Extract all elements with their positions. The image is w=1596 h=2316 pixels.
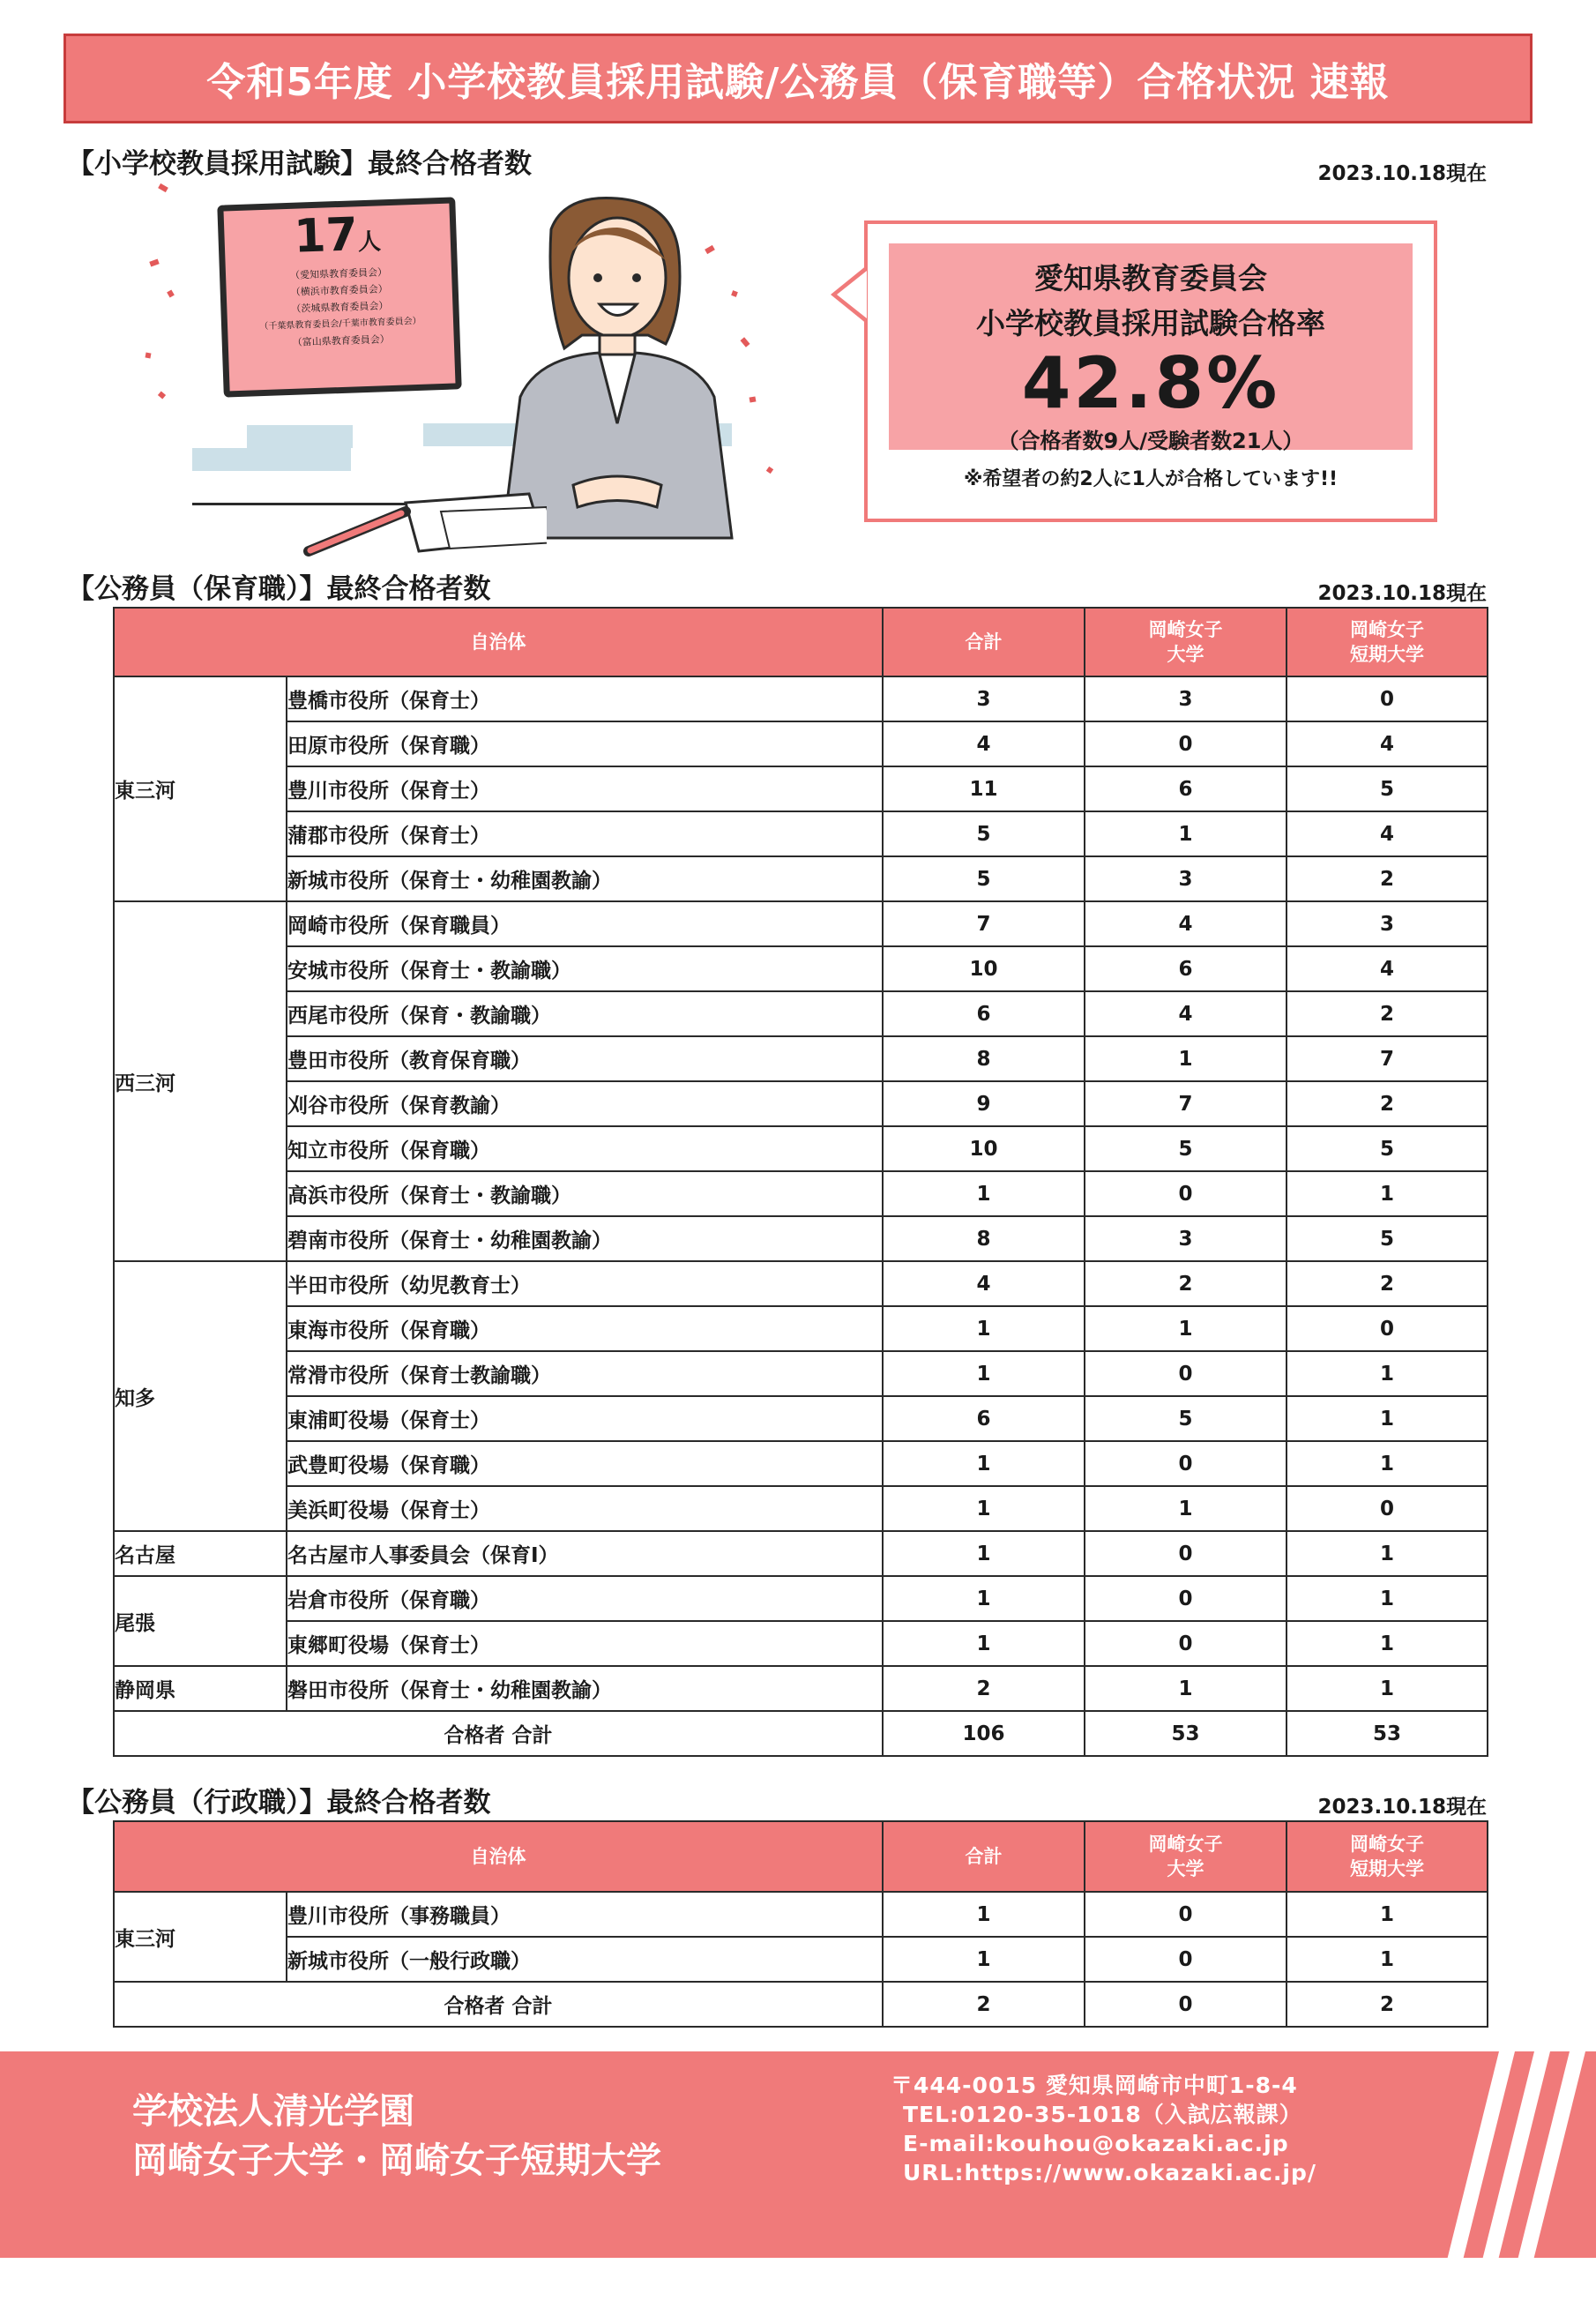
total-university: 53: [1085, 1711, 1286, 1756]
municipality-cell: 豊田市役所（教育保育職）: [287, 1036, 883, 1081]
municipality-cell: 岩倉市役所（保育職）: [287, 1576, 883, 1621]
junior-college-cell: 1: [1286, 1576, 1488, 1621]
admin-as-of-date: 2023.10.18現在: [1317, 1796, 1487, 1819]
total-cell: 5: [883, 811, 1085, 856]
region-cell: 西三河: [114, 901, 287, 1261]
junior-college-cell: 5: [1286, 1216, 1488, 1261]
passer-count: [293, 208, 382, 264]
region-cell: 尾張: [114, 1576, 287, 1666]
university-cell: 1: [1085, 811, 1286, 856]
table-row: [114, 1216, 1488, 1261]
total-cell: 3: [883, 676, 1085, 721]
table-total-row: [114, 1711, 1488, 1756]
municipality-cell: 常滑市役所（保育士教諭職）: [287, 1351, 883, 1396]
university-cell: 1: [1085, 1306, 1286, 1351]
junior-college-cell: 0: [1286, 1306, 1488, 1351]
table-row: [114, 1937, 1488, 1982]
municipality-cell: 半田市役所（幼児教育士）: [287, 1261, 883, 1306]
table-total-row: [114, 1982, 1488, 2027]
region-cell: 東三河: [114, 676, 287, 901]
header-junior-college-line2: 短期大学: [1350, 644, 1424, 665]
total-cell: 1: [883, 1892, 1085, 1937]
university-cell: 5: [1085, 1396, 1286, 1441]
municipality-cell: 磐田市役所（保育士・幼稚園教諭）: [287, 1666, 883, 1711]
table-row: [114, 946, 1488, 991]
municipality-cell: 新城市役所（保育士・幼稚園教諭）: [287, 856, 883, 901]
junior-college-cell: 4: [1286, 946, 1488, 991]
table-row: [114, 991, 1488, 1036]
school-corporation-name: 学校法人清光学園: [132, 2091, 414, 2132]
region-cell: 名古屋: [114, 1531, 287, 1576]
junior-college-cell: 1: [1286, 1396, 1488, 1441]
pass-rate-note: ※希望者の約2人に1人が合格しています!!: [963, 468, 1339, 490]
table-row: [114, 1666, 1488, 1711]
total-cell: 1: [883, 1621, 1085, 1666]
table-row: [114, 856, 1488, 901]
callout-pointer-inner: [837, 271, 867, 318]
university-cell: 0: [1085, 1621, 1286, 1666]
municipality-cell: 西尾市役所（保育・教諭職）: [287, 991, 883, 1036]
table-row: [114, 1576, 1488, 1621]
header-university-line2: 大学: [1167, 1858, 1204, 1879]
table-row: [114, 1531, 1488, 1576]
municipality-cell: 豊川市役所（保育士）: [287, 766, 883, 811]
municipality-cell: 高浜市役所（保育士・教諭職）: [287, 1171, 883, 1216]
board-list-item: （愛知県教育委員会）: [289, 266, 388, 281]
university-cell: 0: [1085, 1441, 1286, 1486]
junior-college-cell: 4: [1286, 721, 1488, 766]
junior-college-cell: 1: [1286, 1937, 1488, 1982]
municipality-cell: 美浜町役場（保育士）: [287, 1486, 883, 1531]
table-row: [114, 1621, 1488, 1666]
pass-rate-callout: [864, 220, 1437, 522]
total-cell: 1: [883, 1351, 1085, 1396]
teacher-section-heading: 【小学校教員採用試験】最終合格者数: [67, 148, 532, 180]
table-row: [114, 811, 1488, 856]
childcare-as-of-date: 2023.10.18現在: [1317, 582, 1487, 605]
total-cell: 1: [883, 1306, 1085, 1351]
table-row: [114, 1171, 1488, 1216]
junior-college-cell: 0: [1286, 1486, 1488, 1531]
total-cell: 1: [883, 1486, 1085, 1531]
university-cell: 6: [1085, 766, 1286, 811]
university-cell: 0: [1085, 1892, 1286, 1937]
header-junior-college-line2: 短期大学: [1350, 1858, 1424, 1879]
university-cell: 2: [1085, 1261, 1286, 1306]
university-cell: 4: [1085, 901, 1286, 946]
school-name: 岡崎女子大学・岡崎女子短期大学: [132, 2140, 661, 2181]
table-row: [114, 1441, 1488, 1486]
callout-exam: 小学校教員採用試験合格率: [976, 306, 1325, 340]
university-cell: 0: [1085, 1171, 1286, 1216]
hero-illustration: [176, 176, 846, 564]
header-municipality: 自治体: [114, 1821, 883, 1892]
municipality-cell: 蒲郡市役所（保育士）: [287, 811, 883, 856]
footer: [0, 2051, 1596, 2258]
junior-college-cell: 1: [1286, 1171, 1488, 1216]
university-cell: 0: [1085, 1576, 1286, 1621]
passer-count-value: 17: [293, 208, 359, 264]
board-list-item: （横浜市教育委員会）: [290, 283, 388, 298]
municipality-cell: 東海市役所（保育職）: [287, 1306, 883, 1351]
university-cell: 5: [1085, 1126, 1286, 1171]
total-cell: 1: [883, 1576, 1085, 1621]
total-cell: 7: [883, 901, 1085, 946]
header-university-line1: 岡崎女子: [1148, 1834, 1223, 1855]
total-cell: 8: [883, 1036, 1085, 1081]
footer-tel: TEL:0120-35-1018（入試広報課）: [903, 2102, 1302, 2127]
university-cell: 6: [1085, 946, 1286, 991]
municipality-cell: 武豊町役場（保育職）: [287, 1441, 883, 1486]
total-cell: 1: [883, 1531, 1085, 1576]
admin-results-table: [113, 1820, 1488, 2028]
municipality-cell: 岡崎市役所（保育職員）: [287, 901, 883, 946]
table-row: [114, 1036, 1488, 1081]
table-row: [114, 901, 1488, 946]
junior-college-cell: 5: [1286, 1126, 1488, 1171]
table-row: [114, 1126, 1488, 1171]
total-cell: 9: [883, 1081, 1085, 1126]
university-cell: 0: [1085, 721, 1286, 766]
total-cell: 6: [883, 991, 1085, 1036]
total-all: 106: [883, 1711, 1085, 1756]
header-total: 合計: [883, 608, 1085, 676]
junior-college-cell: 4: [1286, 811, 1488, 856]
university-cell: 1: [1085, 1486, 1286, 1531]
total-cell: 10: [883, 946, 1085, 991]
footer-contact: [891, 2071, 1316, 2187]
desk-papers: [300, 467, 547, 564]
header-university: [1085, 1821, 1286, 1892]
count-screen: [217, 197, 461, 397]
footer-email[interactable]: E-mail:kouhou@okazaki.ac.jp: [903, 2131, 1289, 2156]
header-university-line1: 岡崎女子: [1148, 619, 1223, 640]
total-junior-college: 53: [1286, 1711, 1488, 1756]
municipality-cell: 東浦町役場（保育士）: [287, 1396, 883, 1441]
junior-college-cell: 7: [1286, 1036, 1488, 1081]
footer-address: 〒444-0015 愛知県岡崎市中町1-8-4: [891, 2073, 1298, 2098]
university-cell: 4: [1085, 991, 1286, 1036]
total-cell: 2: [883, 1666, 1085, 1711]
municipality-cell: 安城市役所（保育士・教諭職）: [287, 946, 883, 991]
university-cell: 0: [1085, 1351, 1286, 1396]
board-list-item: （富山県教育委員会）: [292, 333, 390, 348]
total-all: 2: [883, 1982, 1085, 2027]
header-total: 合計: [883, 1821, 1085, 1892]
university-cell: 1: [1085, 1036, 1286, 1081]
total-cell: 4: [883, 721, 1085, 766]
total-cell: 11: [883, 766, 1085, 811]
university-cell: 0: [1085, 1531, 1286, 1576]
header-junior-college-line1: 岡崎女子: [1350, 619, 1424, 640]
passer-count-unit: 人: [357, 228, 382, 257]
total-cell: 5: [883, 856, 1085, 901]
municipality-cell: 新城市役所（一般行政職）: [287, 1937, 883, 1982]
table-row: [114, 1892, 1488, 1937]
junior-college-cell: 1: [1286, 1351, 1488, 1396]
total-label: 合格者 合計: [114, 1711, 883, 1756]
footer-school: [132, 2087, 661, 2185]
total-cell: 6: [883, 1396, 1085, 1441]
total-cell: 1: [883, 1937, 1085, 1982]
childcare-section-heading: 【公務員（保育職）】最終合格者数: [67, 573, 491, 605]
pass-rate-panel: [889, 243, 1413, 453]
junior-college-cell: 1: [1286, 1531, 1488, 1576]
university-cell: 1: [1085, 1666, 1286, 1711]
header-junior-college-line1: 岡崎女子: [1350, 1834, 1424, 1855]
municipality-cell: 刈谷市役所（保育教諭）: [287, 1081, 883, 1126]
table-row: [114, 1486, 1488, 1531]
total-label: 合格者 合計: [114, 1982, 883, 2027]
footer-url[interactable]: URL:https://www.okazaki.ac.jp/: [903, 2160, 1316, 2185]
university-cell: 0: [1085, 1937, 1286, 1982]
table-row: [114, 1351, 1488, 1396]
total-cell: 4: [883, 1261, 1085, 1306]
junior-college-cell: 5: [1286, 766, 1488, 811]
page-title: 令和5年度 小学校教員採用試験/公務員（保育職等）合格状況 速報: [206, 60, 1390, 105]
municipality-cell: 田原市役所（保育職）: [287, 721, 883, 766]
municipality-cell: 豊橋市役所（保育士）: [287, 676, 883, 721]
page-title-banner: [63, 34, 1533, 123]
table-row: [114, 1306, 1488, 1351]
board-list: [257, 263, 422, 352]
board-list-item: （茨城県教育委員会）: [291, 300, 389, 315]
junior-college-cell: 2: [1286, 1081, 1488, 1126]
table-row: [114, 721, 1488, 766]
teacher-as-of-date: 2023.10.18現在: [1317, 162, 1487, 185]
admin-section-heading: 【公務員（行政職）】最終合格者数: [67, 1787, 491, 1819]
municipality-cell: 名古屋市人事委員会（保育Ⅰ）: [287, 1531, 883, 1576]
junior-college-cell: 1: [1286, 1892, 1488, 1937]
total-university: 0: [1085, 1982, 1286, 2027]
total-cell: 8: [883, 1216, 1085, 1261]
junior-college-cell: 2: [1286, 856, 1488, 901]
junior-college-cell: 3: [1286, 901, 1488, 946]
university-cell: 3: [1085, 856, 1286, 901]
table-row: [114, 766, 1488, 811]
junior-college-cell: 1: [1286, 1441, 1488, 1486]
university-cell: 3: [1085, 676, 1286, 721]
university-cell: 3: [1085, 1216, 1286, 1261]
pass-rate-value: 42.8%: [1021, 342, 1280, 424]
region-cell: 東三河: [114, 1892, 287, 1982]
childcare-results-table: [113, 607, 1488, 1757]
municipality-cell: 豊川市役所（事務職員）: [287, 1892, 883, 1937]
total-cell: 10: [883, 1126, 1085, 1171]
table-row: [114, 676, 1488, 721]
header-university-line2: 大学: [1167, 644, 1204, 665]
header-junior-college: [1286, 1821, 1488, 1892]
municipality-cell: 知立市役所（保育職）: [287, 1126, 883, 1171]
board-list-item: （千葉県教育委員会/千葉市教育委員会）: [259, 316, 421, 332]
university-cell: 7: [1085, 1081, 1286, 1126]
junior-college-cell: 2: [1286, 1261, 1488, 1306]
pass-rate-detail: （合格者数9人/受験者数21人）: [997, 429, 1304, 453]
header-university: [1085, 608, 1286, 676]
table-header-row: [114, 1821, 1488, 1892]
junior-college-cell: 2: [1286, 991, 1488, 1036]
region-cell: 静岡県: [114, 1666, 287, 1711]
table-row: [114, 1396, 1488, 1441]
total-junior-college: 2: [1286, 1982, 1488, 2027]
junior-college-cell: 1: [1286, 1621, 1488, 1666]
table-row: [114, 1261, 1488, 1306]
municipality-cell: 碧南市役所（保育士・幼稚園教諭）: [287, 1216, 883, 1261]
header-municipality: 自治体: [114, 608, 883, 676]
table-row: [114, 1081, 1488, 1126]
total-cell: 1: [883, 1441, 1085, 1486]
region-cell: 知多: [114, 1261, 287, 1531]
junior-college-cell: 0: [1286, 676, 1488, 721]
total-cell: 1: [883, 1171, 1085, 1216]
header-junior-college: [1286, 608, 1488, 676]
junior-college-cell: 1: [1286, 1666, 1488, 1711]
callout-board: 愛知県教育委員会: [1034, 261, 1267, 295]
table-header-row: [114, 608, 1488, 676]
municipality-cell: 東郷町役場（保育士）: [287, 1621, 883, 1666]
